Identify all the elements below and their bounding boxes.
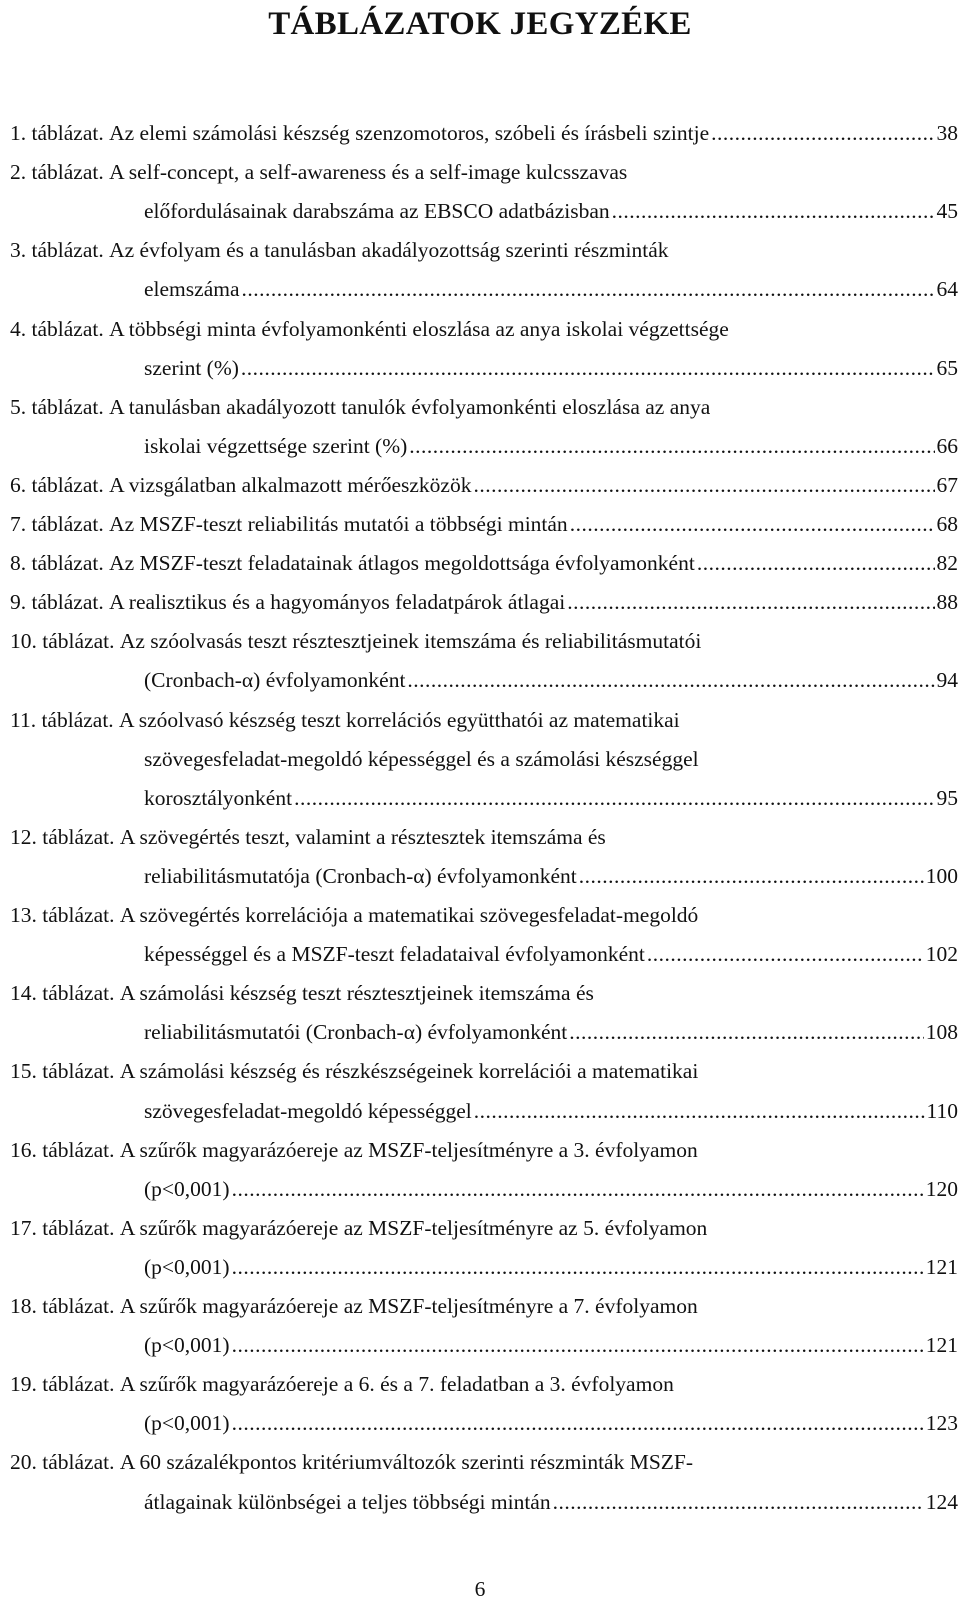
toc-entry-page-number: 82 (936, 551, 958, 576)
toc-entry-line (10, 900, 958, 940)
dot-leader (232, 1330, 924, 1360)
toc-entry-line (10, 548, 958, 588)
toc-entry-text: A realisztikus és a hagyományos feladatpárok átlagai (109, 590, 566, 615)
toc-entry-line (10, 118, 958, 158)
toc-entry-text: Az MSZF-teszt reliabilitás mutatói a többségi mintán (109, 512, 568, 536)
toc-entry-label: 13. táblázat. (10, 903, 115, 927)
toc-entry-label: 6. táblázat. (10, 472, 104, 497)
toc-entry-page-number: 110 (926, 1098, 958, 1123)
toc-entry-page-number: 45 (936, 199, 958, 224)
toc-entry-label: 18. táblázat. (10, 1294, 115, 1318)
toc-entry-line (144, 1252, 958, 1292)
toc-entry-text: A szűrők magyarázóereje az MSZF-teljesítményre az 5. évfolyamon (119, 1215, 708, 1240)
toc-entry-line (10, 705, 958, 745)
toc-entry-line (10, 1213, 958, 1253)
toc-entry-line (144, 353, 958, 393)
toc-entry-line (10, 587, 958, 627)
toc-entry-page-number: 67 (936, 472, 958, 497)
toc-entry-line (10, 1447, 958, 1487)
toc-entry-text: képességgel és a MSZF-teszt feladataival évfolyamonként (144, 942, 645, 967)
dot-leader (569, 1017, 924, 1047)
toc-entry-line (144, 1487, 958, 1527)
dot-leader (242, 274, 935, 304)
toc-entry-text: korosztályonként (144, 785, 293, 810)
toc-entry-text: A self-concept, a self-awareness és a self-image kulcsszavas (109, 160, 628, 185)
toc-entry-line (10, 509, 958, 549)
toc-entry-page-number: 100 (925, 863, 958, 888)
toc-entry-line (10, 1369, 958, 1409)
toc-entry-label: 9. táblázat. (10, 590, 104, 615)
toc-entry-page-number: 120 (925, 1176, 958, 1201)
toc-entry-page-number: 88 (936, 590, 958, 615)
dot-leader (407, 665, 934, 695)
toc-entry-line (144, 1408, 958, 1448)
toc-entry-label: 19. táblázat. (10, 1372, 115, 1397)
toc-entry-line (144, 939, 958, 979)
toc-entry-text: (p<0,001) (144, 1254, 230, 1279)
dot-leader (612, 196, 935, 226)
toc-entry-text: A szövegértés korrelációja a matematikai szövegesfeladat-megoldó (119, 903, 699, 927)
dot-leader (570, 509, 935, 539)
toc-entry-line (10, 1056, 958, 1096)
toc-entry-label: 15. táblázat. (10, 1059, 115, 1084)
toc-entry-text: A 60 százalékpontos kritériumváltozók szerinti részminták MSZF- (119, 1450, 694, 1475)
toc-entry-page-number: 64 (936, 277, 958, 302)
toc-entry-text: A szűrők magyarázóereje az MSZF-teljesítményre a 3. évfolyamon (119, 1137, 698, 1162)
dot-leader (579, 861, 924, 891)
page-number: 6 (474, 1577, 486, 1601)
toc-entry-line (10, 1291, 958, 1331)
dot-leader (409, 431, 934, 461)
toc-entry-line (144, 744, 958, 784)
toc-entry-page-number: 123 (925, 1411, 958, 1436)
toc-entry-text: Az elemi számolási készség szenzomotoros, szóbeli és írásbeli szintje (109, 121, 710, 145)
toc-entry-label: 3. táblázat. (10, 238, 104, 263)
toc-entry-page-number: 102 (925, 942, 958, 967)
dot-leader (294, 783, 934, 813)
dot-leader (711, 118, 934, 148)
toc-entry-text: iskolai végzettsége szerint (%) (144, 433, 408, 458)
dot-leader (232, 1408, 924, 1438)
toc-entry-line (10, 157, 958, 197)
toc-entry-line (10, 314, 958, 354)
toc-entry-line (10, 1135, 958, 1175)
toc-entry-line (144, 665, 958, 705)
toc-entry-page-number: 121 (925, 1333, 958, 1358)
toc-entry-label: 20. táblázat. (10, 1450, 115, 1475)
toc-entry-label: 7. táblázat. (10, 512, 104, 536)
toc-entry-line (144, 861, 958, 901)
toc-entry-text: A szűrők magyarázóereje a 6. és a 7. feladatban a 3. évfolyamon (119, 1372, 674, 1397)
toc-entry-text: szerint (%) (144, 355, 239, 380)
toc-entry-label: 17. táblázat. (10, 1215, 115, 1240)
toc-entry-page-number: 108 (925, 1020, 958, 1045)
dot-leader (232, 1252, 924, 1282)
toc-entry-text: szövegesfeladat-megoldó képességgel (144, 1098, 472, 1123)
toc-entry-text: (p<0,001) (144, 1411, 230, 1436)
toc-entry-text: A szóolvasó készség teszt korrelációs együtthatói az matematikai (119, 707, 680, 732)
toc-entry-text: átlagainak különbségei a teljes többségi mintán (144, 1489, 551, 1514)
toc-entry-text: elemszáma (144, 277, 240, 302)
toc-entry-text: A számolási készség és részkészségeinek korrelációi a matematikai (119, 1059, 699, 1084)
toc-entry-text: reliabilitásmutatója (Cronbach-α) évfolyamonként (144, 863, 577, 888)
toc-entry-label: 10. táblázat. (10, 629, 115, 654)
page-title: TÁBLÁZATOK JEGYZÉKE (268, 6, 692, 42)
toc-entry-label: 16. táblázat. (10, 1137, 115, 1162)
toc-entry-label: 12. táblázat. (10, 824, 115, 849)
toc-entry-text: A többségi minta évfolyamonkénti eloszlása az anya iskolai végzettsége (109, 316, 729, 341)
toc-entry-line (144, 783, 958, 823)
toc-entry-text: reliabilitásmutatói (Cronbach-α) évfolyamonként (144, 1020, 568, 1045)
toc-entry-text: (p<0,001) (144, 1176, 230, 1201)
toc-entry-text: A vizsgálatban alkalmazott mérőeszközök (109, 472, 472, 497)
toc-entry-text: Az szóolvasás teszt résztesztjeinek itemszáma és reliabilitásmutatói (119, 629, 702, 654)
toc-entry-label: 11. táblázat. (10, 707, 114, 732)
toc-entry-text: Az MSZF-teszt feladatainak átlagos megoldottsága évfolyamonként (109, 551, 695, 576)
toc-entry-text: A szűrők magyarázóereje az MSZF-teljesítményre a 7. évfolyamon (119, 1294, 698, 1318)
toc-entry-text: A szövegértés teszt, valamint a résztesztek itemszáma és (119, 824, 606, 849)
dot-leader (647, 939, 924, 969)
dot-leader (567, 587, 934, 617)
toc-entry-line (10, 978, 958, 1018)
toc-entry-text: A számolási készség teszt résztesztjeinek itemszáma és (119, 981, 594, 1006)
toc-entry-label: 8. táblázat. (10, 551, 104, 576)
toc-entry-line (144, 1017, 958, 1057)
toc-entry-page-number: 124 (925, 1489, 958, 1514)
toc-entry-label: 4. táblázat. (10, 316, 104, 341)
toc-entry-line (10, 235, 958, 275)
dot-leader (697, 548, 935, 578)
dot-leader (474, 1096, 925, 1126)
toc-entry-text: (Cronbach-α) évfolyamonként (144, 668, 406, 693)
toc-entry-text: Az évfolyam és a tanulásban akadályozottság szerinti részminták (109, 238, 669, 263)
toc-entry-label: 1. táblázat. (10, 121, 104, 145)
toc-entry-line (10, 822, 958, 862)
toc-entry-text: szövegesfeladat-megoldó képességgel és a számolási készséggel (144, 746, 699, 771)
toc-entry-label: 5. táblázat. (10, 394, 104, 419)
toc-entry-line (10, 392, 958, 432)
toc-entry-line (144, 274, 958, 314)
toc-entry-text: előfordulásainak darabszáma az EBSCO adatbázisban (144, 199, 610, 224)
toc-entry-page-number: 66 (936, 433, 958, 458)
toc-entry-text: A tanulásban akadályozott tanulók évfolyamonkénti eloszlása az anya (109, 394, 711, 419)
toc-entry-line (144, 1096, 958, 1136)
dot-leader (473, 470, 934, 500)
dot-leader (232, 1174, 924, 1204)
toc-entry-line (144, 196, 958, 236)
toc-entry-text: (p<0,001) (144, 1333, 230, 1358)
toc-entry-label: 14. táblázat. (10, 981, 115, 1006)
dot-leader (553, 1487, 924, 1517)
toc-entry-line (144, 431, 958, 471)
toc-entry-label: 2. táblázat. (10, 160, 104, 185)
dot-leader (241, 353, 935, 383)
toc-entry-line (144, 1330, 958, 1370)
toc-entry-line (10, 470, 958, 510)
toc-entry-page-number: 68 (936, 512, 958, 536)
toc-entry-page-number: 38 (936, 121, 958, 145)
toc-entry-line (10, 626, 958, 666)
toc-entry-page-number: 65 (936, 355, 958, 380)
toc-entry-line (144, 1174, 958, 1214)
toc-entry-page-number: 95 (936, 785, 958, 810)
toc-entry-page-number: 121 (925, 1254, 958, 1279)
toc-entry-page-number: 94 (936, 668, 958, 693)
